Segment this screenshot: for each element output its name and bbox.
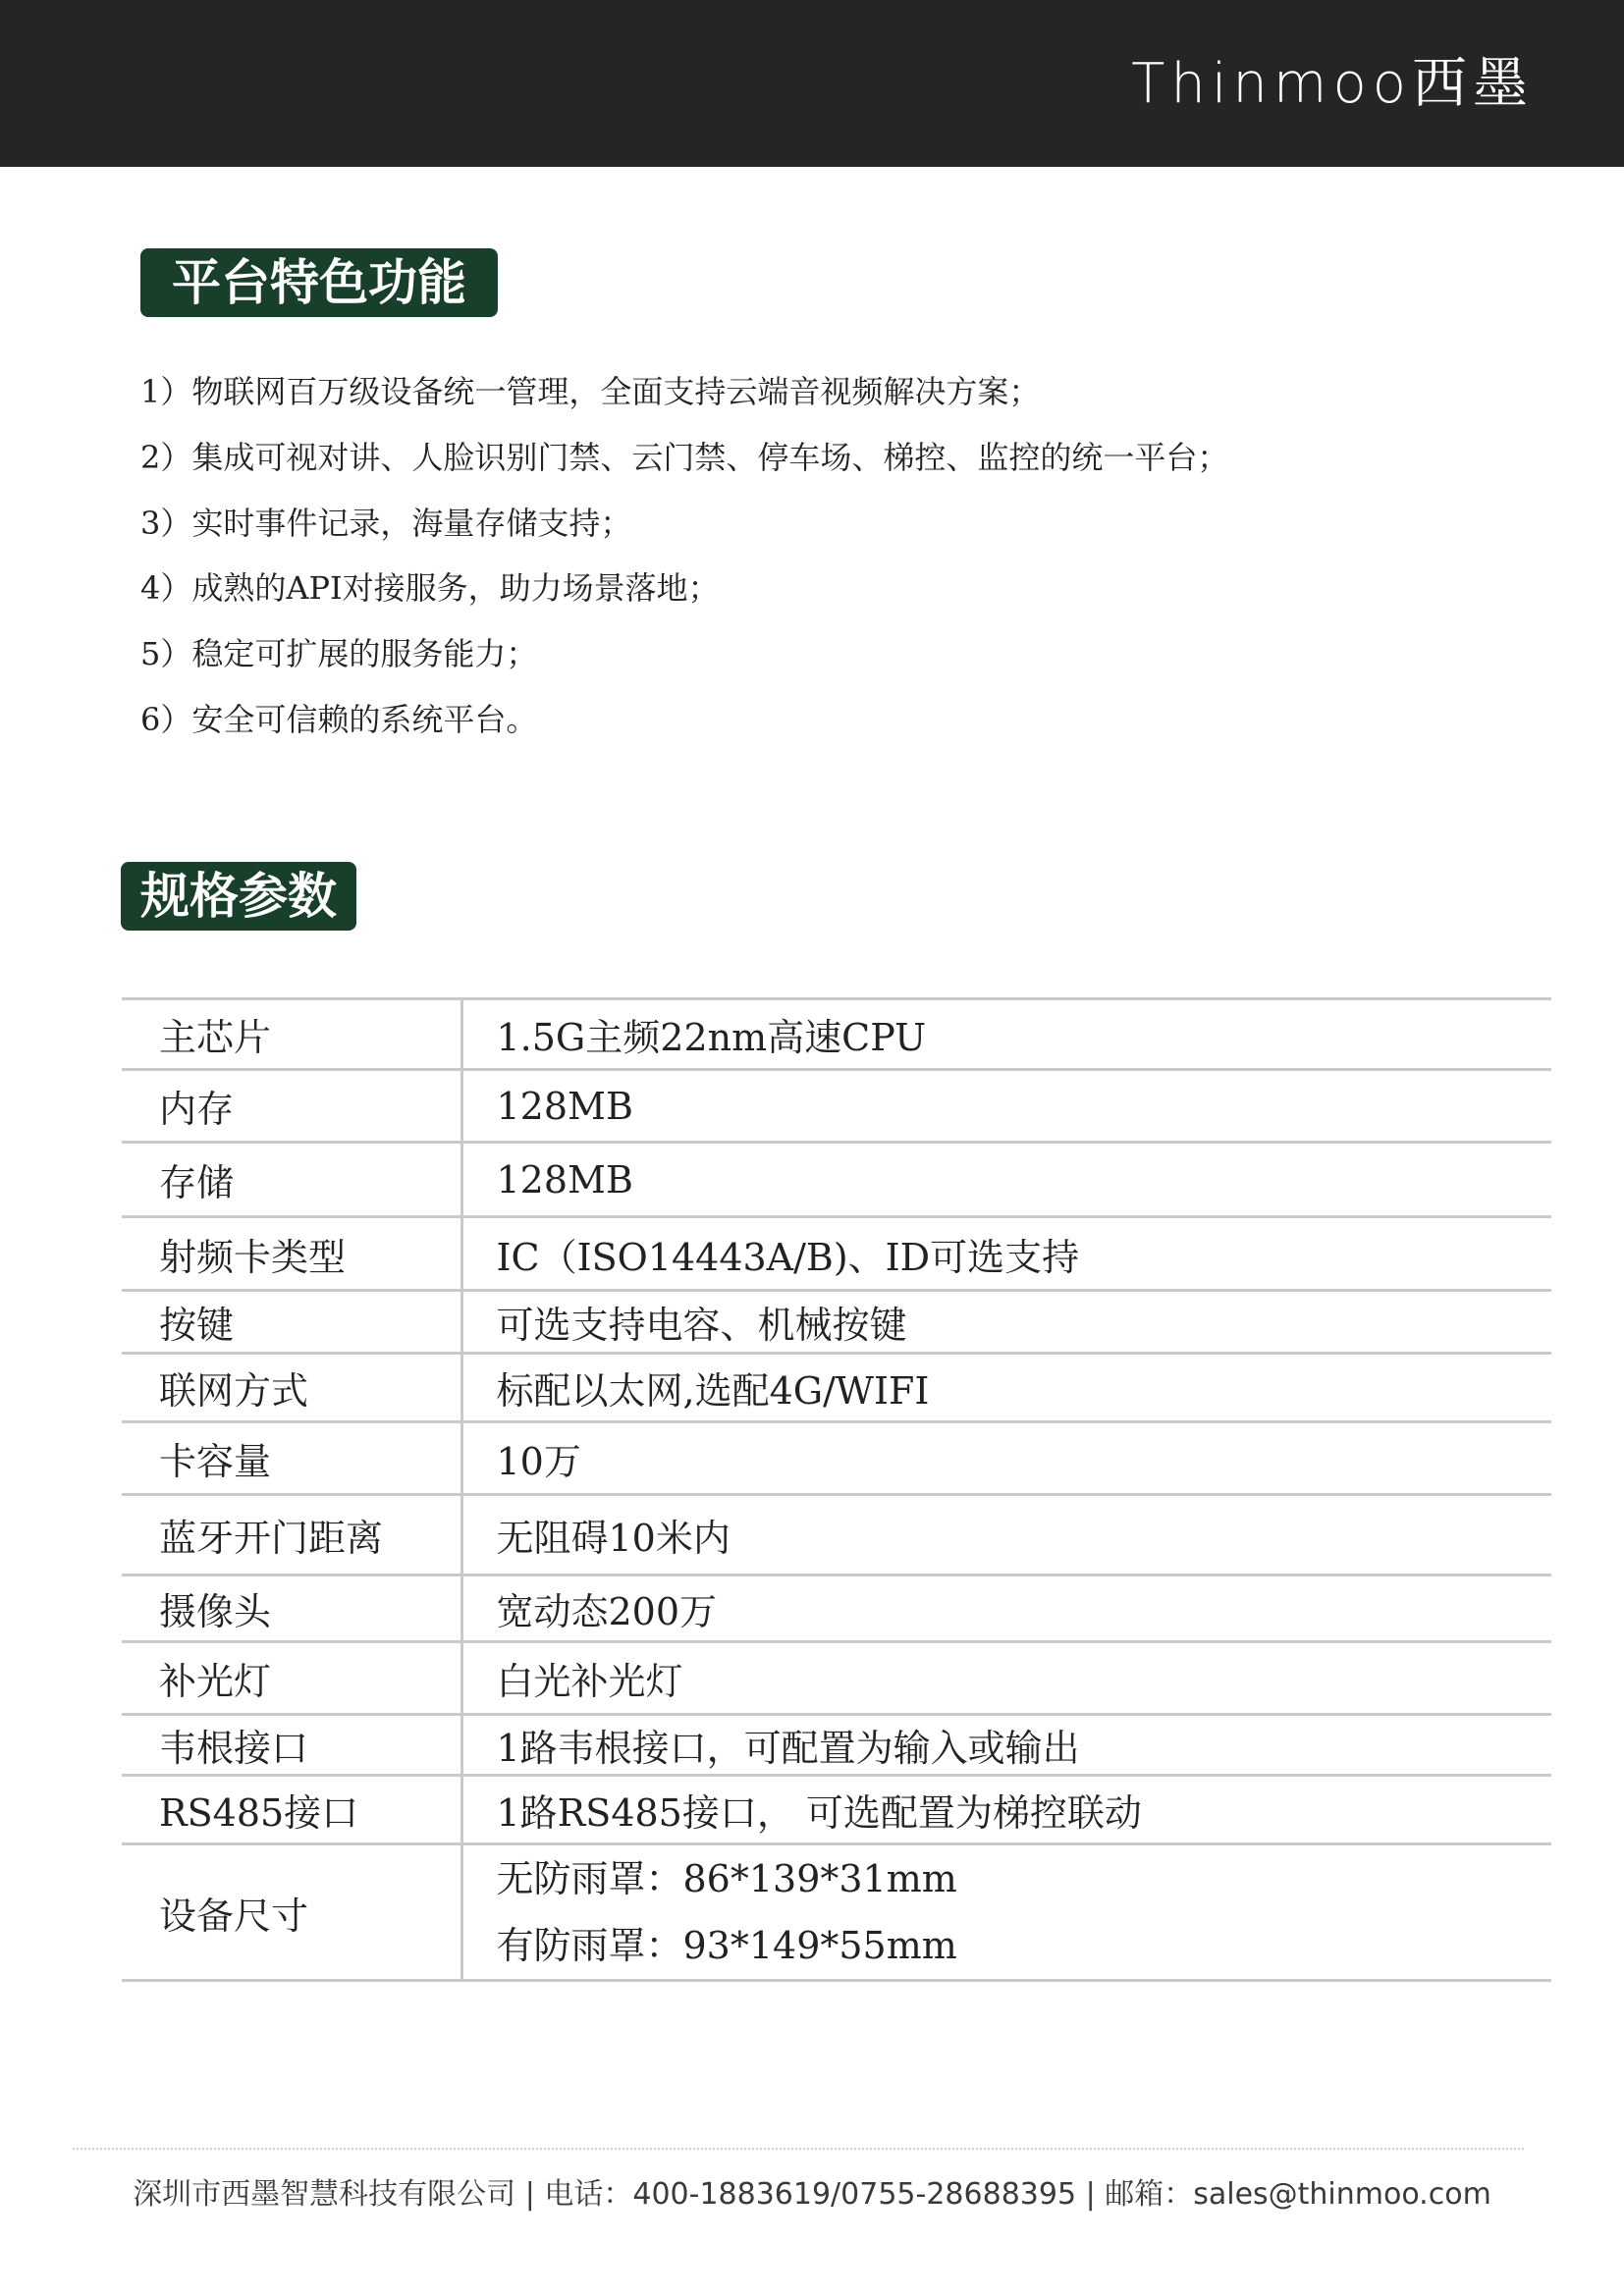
table-row bbox=[122, 1495, 1551, 1575]
feature-item: 2）集成可视对讲、人脸识别门禁、云门禁、停车场、梯控、监控的统一平台； bbox=[140, 438, 1229, 476]
spec-key: 射频卡类型 bbox=[122, 1217, 461, 1291]
feature-item: 1）物联网百万级设备统一管理，全面支持云端音视频解决方案； bbox=[140, 373, 1041, 410]
feature-item: 3）实时事件记录，海量存储支持； bbox=[140, 504, 632, 542]
spec-key: 卡容量 bbox=[122, 1422, 461, 1495]
spec-key: 蓝牙开门距离 bbox=[122, 1495, 461, 1575]
spec-value: 可选支持电容、机械按键 bbox=[461, 1291, 1551, 1354]
spec-value-line: 无防雨罩：86*139*31mm bbox=[496, 1857, 957, 1900]
spec-key: 内存 bbox=[122, 1070, 461, 1143]
table-row bbox=[122, 1070, 1551, 1143]
spec-key: 韦根接口 bbox=[122, 1715, 461, 1776]
specs-table bbox=[122, 997, 1551, 1982]
features-section-title: 平台特色功能 bbox=[140, 248, 498, 317]
table-row bbox=[122, 1422, 1551, 1495]
table-row bbox=[122, 1715, 1551, 1776]
spec-key: 设备尺寸 bbox=[122, 1844, 461, 1981]
features-list bbox=[140, 359, 1228, 753]
specs-section-title: 规格参数 bbox=[121, 862, 356, 931]
spec-key: RS485接口 bbox=[122, 1776, 461, 1844]
table-row bbox=[122, 1354, 1551, 1422]
spec-value: 1.5G主频22nm高速CPU bbox=[461, 999, 1551, 1070]
footer-divider bbox=[73, 2148, 1524, 2150]
spec-value: 白光补光灯 bbox=[461, 1642, 1551, 1715]
spec-value: IC（ISO14443A/B)、ID可选支持 bbox=[461, 1217, 1551, 1291]
brand-logo: Thinmoo西墨 bbox=[1131, 52, 1534, 116]
feature-item: 6）安全可信赖的系统平台。 bbox=[140, 700, 538, 738]
feature-item: 4）成熟的API对接服务，助力场景落地； bbox=[140, 569, 720, 608]
spec-value-line: 有防雨罩：93*149*55mm bbox=[496, 1924, 957, 1967]
spec-value: 无阻碍10米内 bbox=[461, 1495, 1551, 1575]
spec-key: 联网方式 bbox=[122, 1354, 461, 1422]
table-row bbox=[122, 1217, 1551, 1291]
feature-item: 5）稳定可扩展的服务能力； bbox=[140, 635, 538, 673]
spec-key: 主芯片 bbox=[122, 999, 461, 1070]
header-bar bbox=[0, 0, 1624, 167]
spec-value: 10万 bbox=[461, 1422, 1551, 1495]
table-row bbox=[122, 1776, 1551, 1844]
spec-key: 存储 bbox=[122, 1143, 461, 1217]
spec-key: 补光灯 bbox=[122, 1642, 461, 1715]
spec-value bbox=[461, 1844, 1551, 1981]
footer-contact: 深圳市西墨智慧科技有限公司 | 电话：400-1883619/0755-28688395 | 邮箱：sales@thinmoo.com bbox=[133, 2177, 1491, 2212]
spec-value: 宽动态200万 bbox=[461, 1575, 1551, 1642]
spec-value: 1路韦根接口，可配置为输入或输出 bbox=[461, 1715, 1551, 1776]
spec-value: 标配以太网,选配4G/WIFI bbox=[461, 1354, 1551, 1422]
spec-value: 128MB bbox=[461, 1143, 1551, 1217]
table-row bbox=[122, 1291, 1551, 1354]
table-row bbox=[122, 1575, 1551, 1642]
table-row bbox=[122, 1844, 1551, 1981]
table-row bbox=[122, 999, 1551, 1070]
spec-key: 摄像头 bbox=[122, 1575, 461, 1642]
spec-value: 128MB bbox=[461, 1070, 1551, 1143]
table-row bbox=[122, 1143, 1551, 1217]
spec-key: 按键 bbox=[122, 1291, 461, 1354]
spec-value: 1路RS485接口， 可选配置为梯控联动 bbox=[461, 1776, 1551, 1844]
table-row bbox=[122, 1642, 1551, 1715]
